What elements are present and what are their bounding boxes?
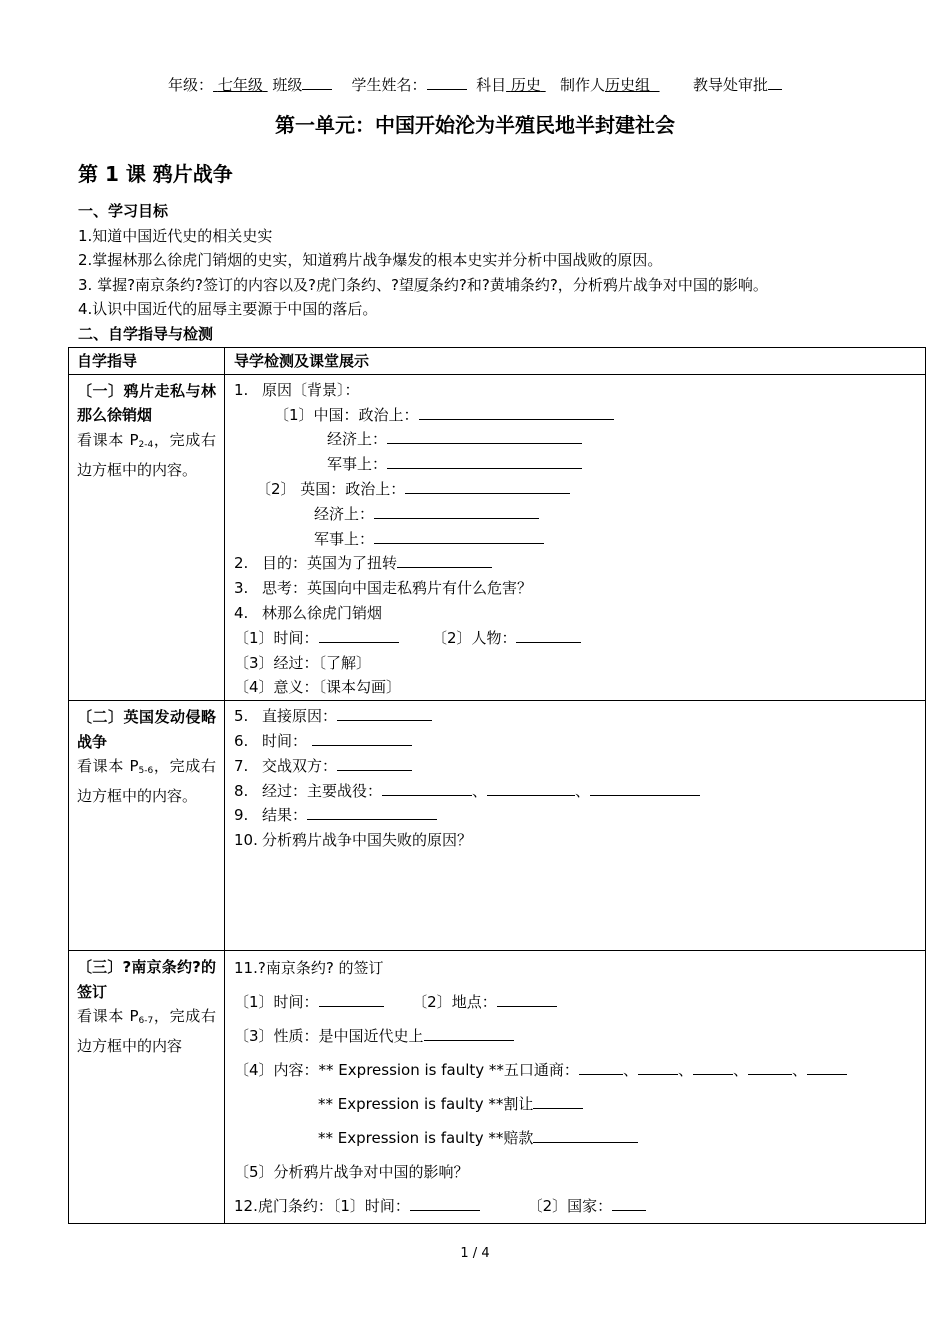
- col1-header-cell: [69, 348, 225, 375]
- q11-place-label: 〔2〕地点：: [412, 993, 497, 1012]
- q4-meaning: 〔4〕意义：〔课本勾画〕: [234, 678, 402, 697]
- answer-blank[interactable]: [319, 992, 384, 1007]
- answer-blank[interactable]: [312, 731, 412, 746]
- q11-cede-label: ** Expression is faulty **割让: [318, 1095, 534, 1114]
- answer-blank[interactable]: [382, 781, 472, 796]
- section2-title: 〔二〕英国发动侵略战争: [77, 708, 216, 751]
- section3-instruction: 看课本 $P_{6-7}$，完成右边方框中的内容: [77, 1007, 216, 1055]
- answer-blank[interactable]: [424, 1026, 514, 1041]
- q4-process: 〔3〕经过：〔了解〕: [234, 653, 372, 672]
- q4-person-label: 〔2〕人物：: [431, 628, 517, 647]
- q8-label: 经过：主要战役：: [262, 781, 383, 800]
- answer-blank[interactable]: [748, 1060, 792, 1075]
- col1-header: 自学指导: [77, 352, 138, 370]
- page-number: 1 / 4: [460, 1246, 490, 1261]
- answer-blank[interactable]: [410, 1196, 480, 1211]
- answer-blank[interactable]: [638, 1060, 678, 1075]
- subject-value: 历史: [510, 76, 541, 94]
- q2-label: 目的：英国为了扭转: [262, 554, 398, 573]
- answer-blank[interactable]: [497, 992, 557, 1007]
- q6-label: 时间：: [262, 731, 308, 750]
- maker-label: 制作人: [559, 76, 605, 94]
- q11-label: 11.?南京条约? 的签订: [234, 959, 384, 978]
- answer-blank[interactable]: [374, 529, 544, 544]
- section1-instruction: 看课本 $P_{2-4}$，完成右边方框中的内容。: [77, 430, 216, 479]
- subject-label: 科目: [476, 76, 507, 94]
- class-blank[interactable]: [302, 75, 332, 90]
- q9-label: 结果：: [262, 806, 308, 825]
- q1-china-military: 军事上：: [327, 455, 388, 474]
- student-name-blank[interactable]: [427, 75, 467, 90]
- study-table: [68, 347, 926, 1224]
- answer-blank[interactable]: [533, 1128, 638, 1143]
- answer-blank[interactable]: [590, 781, 700, 796]
- row-section-3: 〔三〕?南京条约?的签订 看课本 $P_{6-7}$，完成右边方框中的内容 11.?南京条约? 的签订 〔1〕时间： 〔2〕地点： 〔3〕性质：是中国近代史上 〔4〕内容：** Expression is faulty **五口通商： 、 、 、 、 ** Expression is faulty **割让 ** Expression is faulty **赔款 〔5〕分析鸦片战争对中国的影响？ 12.虎门条约：〔1〕时间： 〔2〕国家：: [69, 951, 926, 1224]
- answer-blank[interactable]: [387, 429, 582, 444]
- q10-label: 分析鸦片战争中国失败的原因？: [262, 831, 473, 850]
- section1-title: 〔一〕鸦片走私与林那么徐销烟: [77, 381, 216, 425]
- row-section-1: 〔一〕鸦片走私与林那么徐销烟 看课本 $P_{2-4}$，完成右边方框中的内容。 1. 原因〔背景〕： 〔1〕中国：政治上： 经济上： 军事上： 〔2〕 英国：政治上： 经济上： 军事上： 2. 目的：英国为了扭转 3. 思考：英国向中国走私鸦片有什么危害？ 4. 林那么徐虎门销烟 〔1〕时间： 〔2〕人物： 〔3〕经过：〔了解〕 〔4〕意义：〔课本勾画〕: [69, 374, 926, 700]
- answer-blank[interactable]: [612, 1196, 646, 1211]
- q1-china-politics: 〔1〕中国：政治上：: [274, 405, 419, 424]
- answer-blank[interactable]: [397, 553, 492, 568]
- q1-label: 原因〔背景〕：: [262, 380, 360, 399]
- q1-uk-economy: 经济上：: [314, 504, 375, 523]
- q12-time-label: 12.虎门条约：〔1〕时间：: [234, 1197, 410, 1216]
- grade-label: 年级：: [168, 76, 214, 94]
- q12-country-label: 〔2〕国家：: [527, 1197, 613, 1216]
- answer-blank[interactable]: [405, 479, 570, 494]
- section3-title: 〔三〕?南京条约?的签订: [77, 958, 216, 1001]
- q7-label: 交战双方：: [262, 756, 338, 775]
- goal-item: 4.认识中国近代的屈辱主要源于中国的落后。: [78, 300, 378, 319]
- q11-time-label: 〔1〕时间：: [234, 993, 319, 1012]
- unit-title: 第一单元：中国开始沦为半殖民地半封建社会: [275, 113, 675, 137]
- maker-value: 历史组: [604, 76, 650, 94]
- q11-impact: 〔5〕分析鸦片战争对中国的影响？: [234, 1163, 469, 1182]
- answer-blank[interactable]: [807, 1060, 847, 1075]
- answer-blank[interactable]: [337, 706, 432, 721]
- answer-blank[interactable]: [693, 1060, 733, 1075]
- goals-heading: 一、学习目标: [78, 202, 169, 220]
- answer-blank[interactable]: [579, 1060, 623, 1075]
- header-line: [0, 74, 950, 95]
- q1-uk-politics: 〔2〕 英国：政治上：: [256, 479, 406, 498]
- lesson-title: 第 1 课 鸦片战争: [78, 162, 233, 186]
- answer-blank[interactable]: [487, 781, 575, 796]
- student-label: 学生姓名：: [351, 76, 427, 94]
- row-section-2: 〔二〕英国发动侵略战争 看课本 $P_{5-6}$，完成右边方框中的内容。 5. 直接原因： 6. 时间： 7. 交战双方： 8. 经过：主要战役： 、 、 9. 结果： 10. 分析鸦片战争中国失败的原因？: [69, 701, 926, 951]
- class-label: 班级: [272, 76, 303, 94]
- answer-blank[interactable]: [337, 756, 412, 771]
- approval-label: 教导处审批: [692, 76, 768, 94]
- q3-label: 思考：英国向中国走私鸦片有什么危害？: [262, 579, 533, 598]
- answer-blank[interactable]: [419, 405, 614, 420]
- goal-item: 3. 掌握?南京条约?签订的内容以及?虎门条约、?望厦条约?和?黄埔条约?，分析鸦片战争对中国的影响。: [78, 275, 768, 294]
- goal-item: 1.知道中国近代史的相关史实: [78, 226, 273, 245]
- q5-label: 直接原因：: [262, 707, 338, 726]
- q1-uk-military: 军事上：: [314, 529, 375, 548]
- answer-blank[interactable]: [387, 454, 582, 469]
- answer-blank[interactable]: [307, 805, 437, 820]
- goal-item: 2.掌握林那么徐虎门销烟的史实，知道鸦片战争爆发的根本史实并分析中国战败的原因。: [78, 251, 663, 270]
- section2-instruction: 看课本 $P_{5-6}$，完成右边方框中的内容。: [77, 757, 216, 805]
- q4-time-label: 〔1〕时间：: [234, 628, 319, 647]
- approval-blank[interactable]: [768, 75, 782, 90]
- q11-indemnity-label: ** Expression is faulty **赔款: [318, 1129, 534, 1148]
- q1-china-economy: 经济上：: [327, 430, 388, 449]
- answer-blank[interactable]: [319, 628, 399, 643]
- q4-label: 林那么徐虎门销烟: [262, 603, 383, 622]
- learning-goals: [78, 199, 768, 347]
- answer-blank[interactable]: [533, 1094, 583, 1109]
- col2-header-cell: [225, 348, 926, 375]
- grade-value: 七年级: [217, 76, 263, 94]
- q11-content-label: 〔4〕内容：** Expression is faulty **五口通商：: [234, 1061, 579, 1080]
- section2-heading: 二、自学指导与检测: [78, 324, 214, 343]
- col2-header: 导学检测及课堂展示: [234, 352, 370, 370]
- answer-blank[interactable]: [374, 504, 539, 519]
- answer-blank[interactable]: [516, 628, 581, 643]
- q11-nature-label: 〔3〕性质：是中国近代史上: [234, 1027, 424, 1046]
